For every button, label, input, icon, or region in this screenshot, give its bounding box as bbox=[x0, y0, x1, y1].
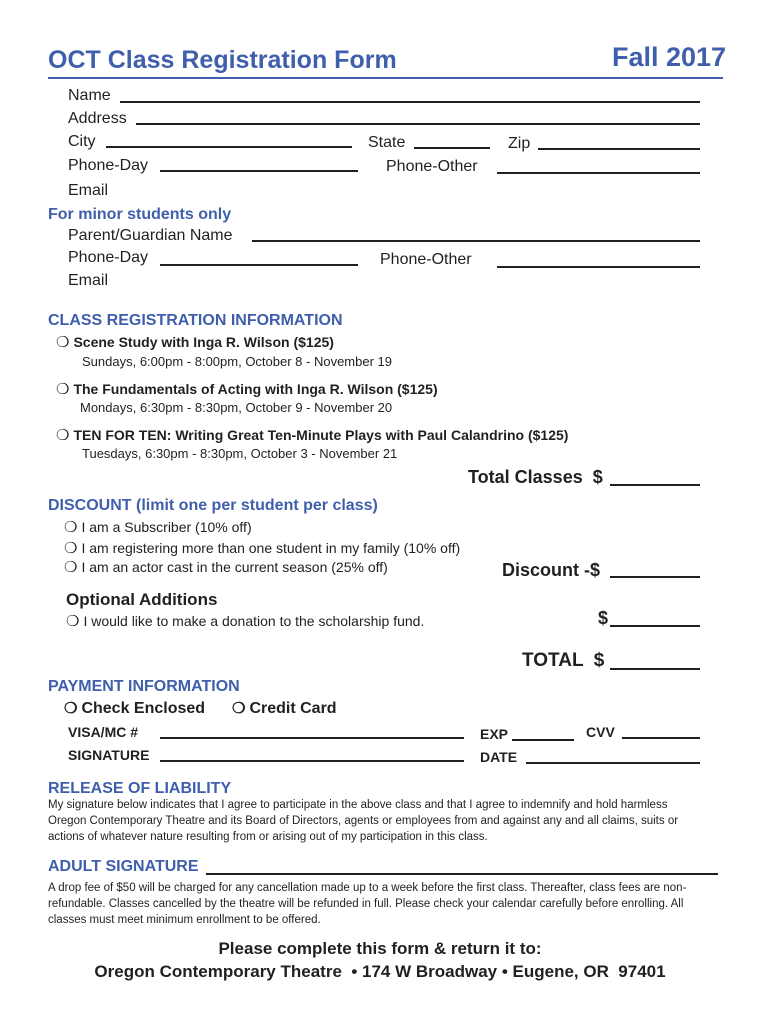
payment-heading: PAYMENT INFORMATION bbox=[48, 678, 240, 695]
phone-other-field[interactable] bbox=[497, 172, 700, 174]
radio-circle-icon[interactable]: ❍ bbox=[64, 519, 78, 536]
date-label: DATE bbox=[480, 749, 518, 765]
class-option-1[interactable] bbox=[56, 333, 334, 352]
footer-line-1: Please complete this form & return it to: bbox=[218, 939, 542, 958]
minor-phone-other-field[interactable] bbox=[497, 266, 700, 268]
name-label: Name bbox=[68, 87, 111, 104]
city-label: City bbox=[68, 133, 96, 150]
class-title: The Fundamentals of Acting with Inga R. Wilson ($125) bbox=[73, 381, 438, 397]
minor-phone-day-field[interactable] bbox=[160, 264, 358, 266]
check-enclosed-text: Check Enclosed bbox=[81, 700, 206, 717]
discount-text: I am an actor cast in the current season (25% off) bbox=[81, 559, 388, 575]
class-schedule: Mondays, 6:30pm - 8:30pm, October 9 - November 20 bbox=[80, 400, 393, 415]
radio-circle-icon[interactable]: ❍ bbox=[232, 700, 246, 717]
radio-circle-icon[interactable]: ❍ bbox=[64, 540, 78, 557]
date-field[interactable] bbox=[526, 762, 700, 764]
address-label: Address bbox=[68, 110, 127, 127]
phone-day-field[interactable] bbox=[160, 170, 358, 172]
minor-phone-other-label: Phone-Other bbox=[380, 251, 472, 268]
discount-option-2[interactable] bbox=[64, 539, 460, 557]
class-schedule: Tuesdays, 6:30pm - 8:30pm, October 3 - November 21 bbox=[82, 446, 398, 461]
radio-circle-icon[interactable]: ❍ bbox=[56, 334, 70, 351]
radio-circle-icon[interactable]: ❍ bbox=[64, 559, 78, 576]
city-field[interactable] bbox=[106, 146, 352, 148]
discount-option-3[interactable] bbox=[64, 558, 388, 576]
discount-heading: DISCOUNT (limit one per student per class) bbox=[48, 497, 378, 514]
cvv-field[interactable] bbox=[622, 737, 700, 739]
class-option-3[interactable] bbox=[56, 426, 568, 445]
minor-email-label: Email bbox=[68, 272, 109, 289]
season-label: Fall 2017 bbox=[612, 42, 727, 72]
total-label: TOTAL $ bbox=[522, 650, 605, 671]
minor-phone-day-label: Phone-Day bbox=[68, 249, 149, 266]
visa-field[interactable] bbox=[160, 737, 464, 739]
donation-amount-label: $ bbox=[598, 608, 609, 628]
discount-text: I am registering more than one student in my family (10% off) bbox=[81, 540, 461, 556]
check-enclosed-option[interactable] bbox=[64, 699, 205, 718]
phone-other-label: Phone-Other bbox=[386, 158, 478, 175]
class-title: Scene Study with Inga R. Wilson ($125) bbox=[73, 334, 334, 350]
radio-circle-icon[interactable]: ❍ bbox=[56, 427, 70, 444]
cvv-label: CVV bbox=[586, 724, 615, 740]
radio-circle-icon[interactable]: ❍ bbox=[56, 381, 70, 398]
radio-circle-icon[interactable]: ❍ bbox=[66, 613, 80, 630]
total-classes-field[interactable] bbox=[610, 484, 700, 486]
class-schedule: Sundays, 6:00pm - 8:00pm, October 8 - November 19 bbox=[82, 354, 392, 369]
release-text: My signature below indicates that I agree to participate in the above class and that I agree to indemnify and hold harmless Oregon Contemporary Theatre and its Board of Directors, agents or employees from and against any and all claims, suits or actions of whatever nature resulting from or arising out of my participation in this class. bbox=[48, 799, 679, 843]
discount-option-1[interactable] bbox=[64, 518, 252, 536]
phone-day-label: Phone-Day bbox=[68, 157, 149, 174]
header-rule bbox=[48, 77, 723, 79]
adult-signature-heading: ADULT SIGNATURE bbox=[48, 858, 199, 875]
donation-option[interactable] bbox=[66, 612, 424, 630]
optional-heading: Optional Additions bbox=[66, 590, 218, 609]
credit-card-option[interactable] bbox=[232, 699, 337, 718]
drop-fee-text: A drop fee of $50 will be charged for any cancellation made up to a week before the first class. Thereafter, class fees are non-refundable. Classes cancelled by the theatre will be refunded in full. Please check your calendar carefully before enrolling. All classes must meet minimum enrollment to be offered. bbox=[48, 882, 687, 926]
discount-text: I am a Subscriber (10% off) bbox=[81, 519, 252, 535]
guardian-label: Parent/Guardian Name bbox=[68, 227, 233, 244]
class-title: TEN FOR TEN: Writing Great Ten-Minute Plays with Paul Calandrino ($125) bbox=[73, 427, 569, 443]
total-classes-label: Total Classes $ bbox=[468, 467, 603, 487]
state-label: State bbox=[368, 134, 406, 151]
name-field[interactable] bbox=[120, 101, 700, 103]
signature-field[interactable] bbox=[160, 760, 464, 762]
guardian-field[interactable] bbox=[252, 240, 700, 242]
discount-label: Discount -$ bbox=[502, 560, 601, 580]
signature-label: SIGNATURE bbox=[68, 747, 150, 763]
radio-circle-icon[interactable]: ❍ bbox=[64, 700, 78, 717]
state-field[interactable] bbox=[414, 147, 490, 149]
address-field[interactable] bbox=[136, 123, 700, 125]
visa-label: VISA/MC # bbox=[68, 724, 139, 740]
zip-label: Zip bbox=[508, 135, 531, 152]
release-heading: RELEASE OF LIABILITY bbox=[48, 780, 232, 797]
discount-field[interactable] bbox=[610, 576, 700, 578]
minor-heading: For minor students only bbox=[48, 206, 232, 223]
donation-text: I would like to make a donation to the scholarship fund. bbox=[83, 613, 425, 629]
exp-field[interactable] bbox=[512, 739, 574, 741]
credit-card-text: Credit Card bbox=[249, 700, 337, 717]
email-label: Email bbox=[68, 182, 109, 199]
adult-signature-field[interactable] bbox=[206, 873, 718, 875]
class-heading: CLASS REGISTRATION INFORMATION bbox=[48, 312, 343, 329]
exp-label: EXP bbox=[480, 726, 509, 742]
donation-amount-field[interactable] bbox=[610, 625, 700, 627]
form-title: OCT Class Registration Form bbox=[48, 46, 397, 74]
zip-field[interactable] bbox=[538, 148, 700, 150]
footer-line-2: Oregon Contemporary Theatre • 174 W Broadway • Eugene, OR 97401 bbox=[94, 962, 666, 981]
class-option-2[interactable] bbox=[56, 380, 438, 399]
total-field[interactable] bbox=[610, 668, 700, 670]
